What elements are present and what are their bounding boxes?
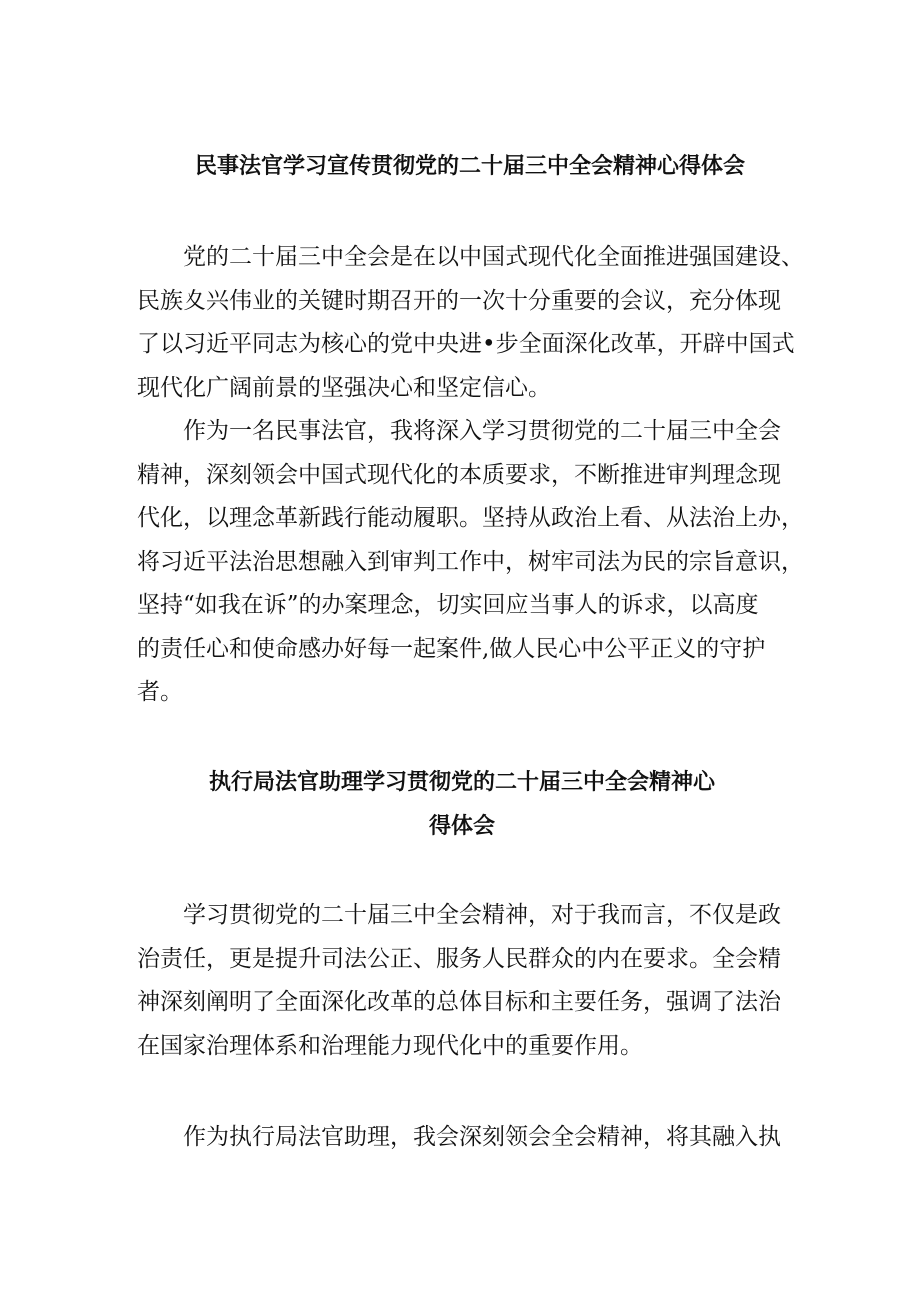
section1-paragraph-1 — [137, 236, 804, 410]
section1-paragraph-2 — [137, 410, 804, 715]
section1-title-text: 民事法官学习宣传贯彻党的二十届三中全会精神心得体会 — [194, 154, 745, 179]
paragraph-line: 现代化广阔前景的坚强决心和坚定信心。 — [137, 374, 551, 401]
section2-paragraph-1 — [137, 894, 797, 1068]
section2-title — [0, 761, 920, 849]
paragraph-line: 治责任，更是提升司法公正、服务人民群众的内在要求。全会精 — [137, 945, 781, 972]
paragraph-line: 作为执行局法官助理，我会深刻领会全会精神，将其融入执 — [183, 1124, 781, 1150]
paragraph-line: 精神，深刻领会中国式现代化的本质要求，不断推进审判理念现 — [137, 461, 781, 488]
paragraph-line: 的责任心和使命感办好每一起案件,做人民心中公平正义的守护 — [137, 635, 766, 662]
section2-paragraph-2 — [137, 1116, 797, 1160]
paragraph-line: 者。 — [137, 679, 183, 705]
paragraph-line: 作为一名民事法官，我将深入学习贯彻党的二十届三中全会 — [183, 418, 781, 444]
section1-title — [10, 145, 920, 189]
paragraph-line: 将习近平法治思想融入到审判工作中，树牢司法为民的宗旨意识， — [137, 548, 804, 575]
section2-title-line: 得体会 — [428, 814, 495, 839]
section2-title-line: 执行局法官助理学习贯彻党的二十届三中全会精神心 — [208, 770, 715, 795]
paragraph-line: 神深刻阐明了全面深化改革的总体目标和主要任务，强调了法治 — [137, 989, 781, 1015]
paragraph-line: 党的二十届三中全会是在以中国式现代化全面推进强国建设、 — [183, 244, 804, 270]
paragraph-line: 了以习近平同志为核心的党中央进•步全面深化改革，开辟中国式 — [137, 331, 795, 357]
paragraph-line: 坚持“如我在诉”的办案理念，切实回应当事人的诉求，以高度 — [137, 592, 759, 618]
paragraph-line: 学习贯彻党的二十届三中全会精神，对于我而言，不仅是政 — [183, 902, 781, 928]
paragraph-line: 民族夊兴伟业的关键时期召开的一次十分重要的会议，充分体现 — [137, 287, 781, 314]
paragraph-line: 在国家治理体系和治理能力现代化中的重要作用。 — [137, 1032, 643, 1059]
paragraph-line: 代化，以理念革新践行能动履职。坚持从政治上看、从法治上办， — [137, 505, 804, 531]
